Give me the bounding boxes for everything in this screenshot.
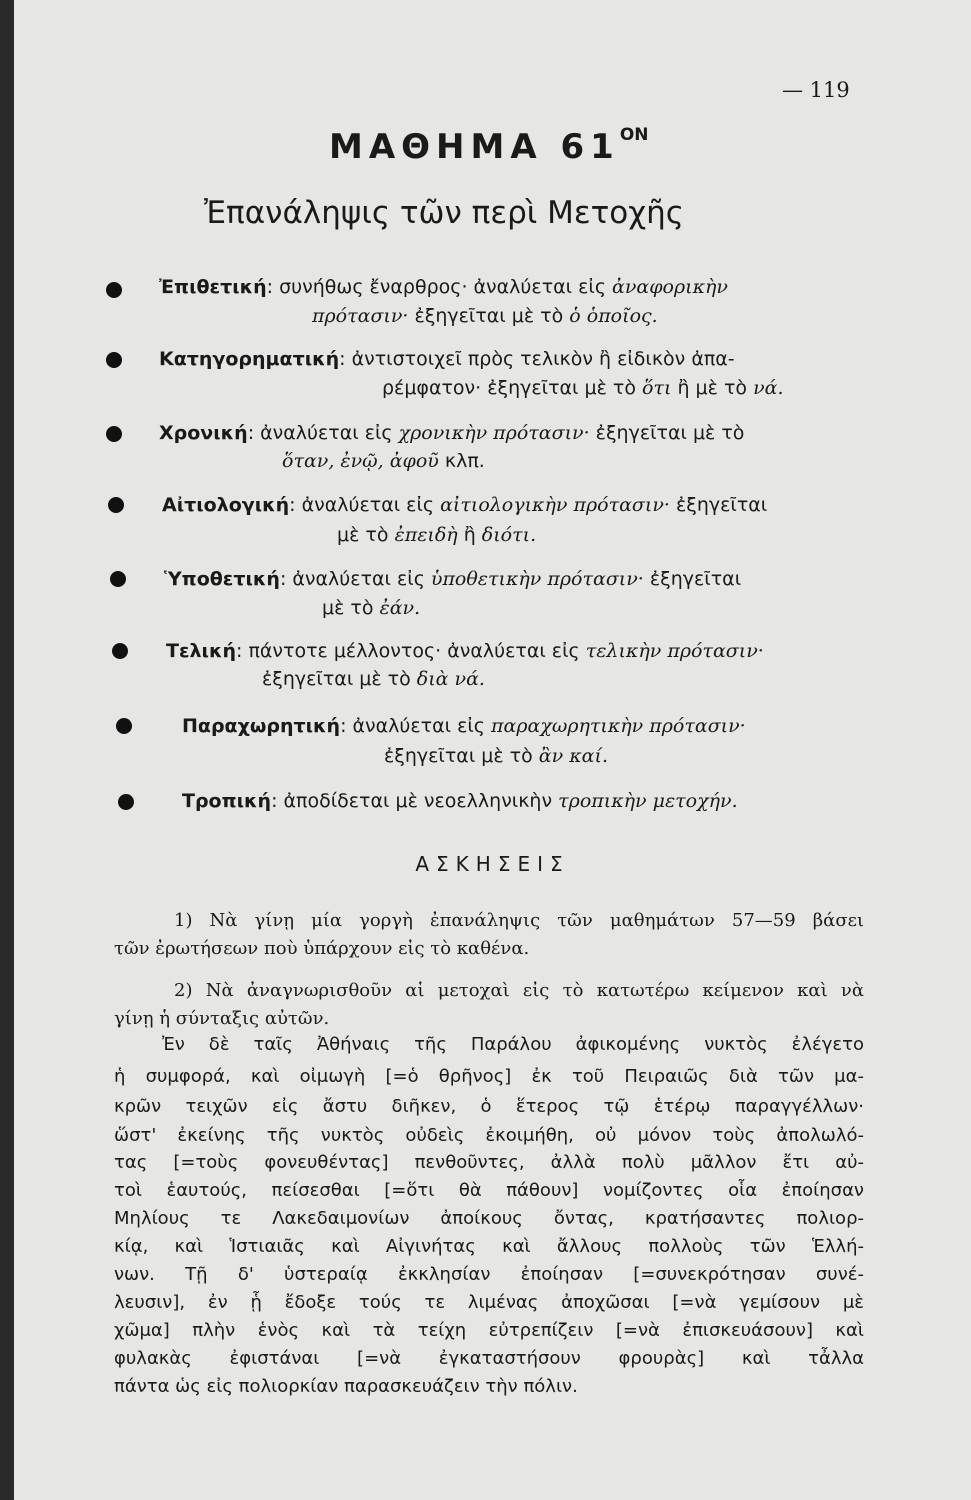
passage-line: Ἐν δὲ ταῖς Ἀθήναις τῆς Παράλου ἀφικομένης νυκτὸς ἐλέγετο [162,1034,864,1055]
passage-line: Μηλίους τε Λακεδαιμονίων ἀποίκους ὄντας, κρατήσαντες πολιορ- [114,1208,864,1229]
entry-final-line1: Τελική: πάντοτε μέλλοντος· ἀναλύεται εἰς τελικὴν πρότασιν· [166,640,764,662]
entry-conditional-line1: Ὑποθετική: ἀναλύεται εἰς ὑποθετικὴν πρότασιν· ἐξηγεῖται [164,568,742,590]
lesson-title: ΜΑΘΗΜΑ $61^{ON}$ [329,125,649,167]
entry-concessive-line2: ἐξηγεῖται μὲ τὸ ἂν καί. [384,745,608,767]
entry-final-line2: ἐξηγεῖται μὲ τὸ διὰ νά. [262,668,485,690]
bullet-icon [112,643,128,659]
bullet-icon [106,282,122,298]
exercises-heading: ΑΣΚΗΣΕΙΣ [415,852,570,876]
entry-temporal-line2: ὅταν, ἐνῷ, ἀφοῦ κλπ. [282,450,485,472]
entry-causal-line2: μὲ τὸ ἐπειδὴ ἢ διότι. [337,524,537,546]
entry-predicative-line2: ρέμφατον· ἐξηγεῖται μὲ τὸ ὅτι ἢ μὲ τὸ νά. [382,377,784,399]
passage-line: χῶμα] πλὴν ἑνὸς καὶ τὰ τείχη εὐτρεπίζειν [=νὰ ἐπισκευάσουν] καὶ [114,1320,864,1341]
passage-line: κίᾳ, καὶ Ἱστιαιᾶς καὶ Αἰγινήτας καὶ ἄλλους πολλοὺς τῶν Ἑλλή- [114,1236,864,1257]
bullet-icon [108,497,124,513]
passage-line: ὥστ' ἐκείνης τῆς νυκτὸς οὐδεὶς ἐκοιμήθη, οὐ μόνον τοὺς ἀπολωλό- [114,1125,864,1146]
passage-line: τοὶ ἑαυτούς, πείσεσθαι [=ὅτι θὰ πάθουν] νομίζοντες οἷα ἐποίησαν [114,1180,864,1201]
lesson-subtitle: Ἐπανάληψις τῶν περὶ Μετοχῆς [204,195,684,231]
entry-modal-line1: Τροπική: ἀποδίδεται μὲ νεοελληνικὴν τροπικὴν μετοχήν. [182,790,738,812]
page-number: — 119 [782,78,850,102]
entry-causal-line1: Αἰτιολογική: ἀναλύεται εἰς αἰτιολογικὴν πρότασιν· ἐξηγεῖται [162,494,768,516]
lesson-title-suffix: ΟΝ [619,125,649,145]
exercise-2-line1: 2) Νὰ ἀναγνωρισθοῦν αἱ μετοχαὶ εἰς τὸ κατωτέρω κείμενον καὶ νὰ [174,980,864,1001]
exercise-1-line1: 1) Νὰ γίνῃ μία γοργὴ ἐπανάληψις τῶν μαθημάτων 57—59 βάσει [174,910,864,931]
passage-line: κρῶν τειχῶν εἰς ἄστυ διῆκεν, ὁ ἕτερος τῷ ἑτέρῳ παραγγέλλων· [114,1096,864,1117]
entry-concessive-line1: Παραχωρητική: ἀναλύεται εἰς παραχωρητικὴν πρότασιν· [182,715,746,737]
entry-conditional-line2: μὲ τὸ ἐάν. [322,597,421,619]
bullet-icon [116,718,132,734]
entry-attributive-line2: πρότασιν· ἐξηγεῖται μὲ τὸ ὁ ὁποῖος. [312,305,658,327]
exercise-2-line2: γίνῃ ἡ σύνταξις αὐτῶν. [114,1008,330,1029]
entry-temporal-line1: Χρονική: ἀναλύεται εἰς χρονικὴν πρότασιν· ἐξηγεῖται μὲ τὸ [159,422,745,444]
passage-line: λευσιν], ἐν ᾗ ἔδοξε τούς τε λιμένας ἀποχῶσαι [=νὰ γεμίσουν μὲ [114,1292,864,1313]
bullet-icon [110,571,126,587]
passage-line: πάντα ὡς εἰς πολιορκίαν παρασκευάζειν τὴν πόλιν. [114,1376,578,1397]
bullet-icon [106,352,122,368]
exercise-1-line2: τῶν ἐρωτήσεων ποὺ ὑπάρχουν εἰς τὸ καθένα. [114,938,530,959]
passage-line: ἡ συμφορά, καὶ οἰμωγὴ [=ὁ θρῆνος] ἐκ τοῦ Πειραιῶς διὰ τῶν μα- [114,1066,864,1087]
entry-attributive-line1: Ἐπιθετική: συνήθως ἔναρθρος· ἀναλύεται εἰς ἀναφορικὴν [159,276,728,298]
passage-line: φυλακὰς ἐφιστάναι [=νὰ ἐγκαταστήσουν φρουρὰς] καὶ τἆλλα [114,1348,864,1369]
passage-line: νων. Τῇ δ' ὑστεραίᾳ ἐκκλησίαν ἐποίησαν [=συνεκρότησαν συνέ- [114,1264,864,1285]
passage-line: τας [=τοὺς φονευθέντας] πενθοῦντες, ἀλλὰ πολὺ μᾶλλον ἔτι αὐ- [114,1152,864,1173]
bullet-icon [118,794,134,810]
book-page [14,0,971,1500]
entry-predicative-line1: Κατηγορηματική: ἀντιστοιχεῖ πρὸς τελικὸν ἢ εἰδικὸν ἀπα- [159,348,735,370]
bullet-icon [106,426,122,442]
